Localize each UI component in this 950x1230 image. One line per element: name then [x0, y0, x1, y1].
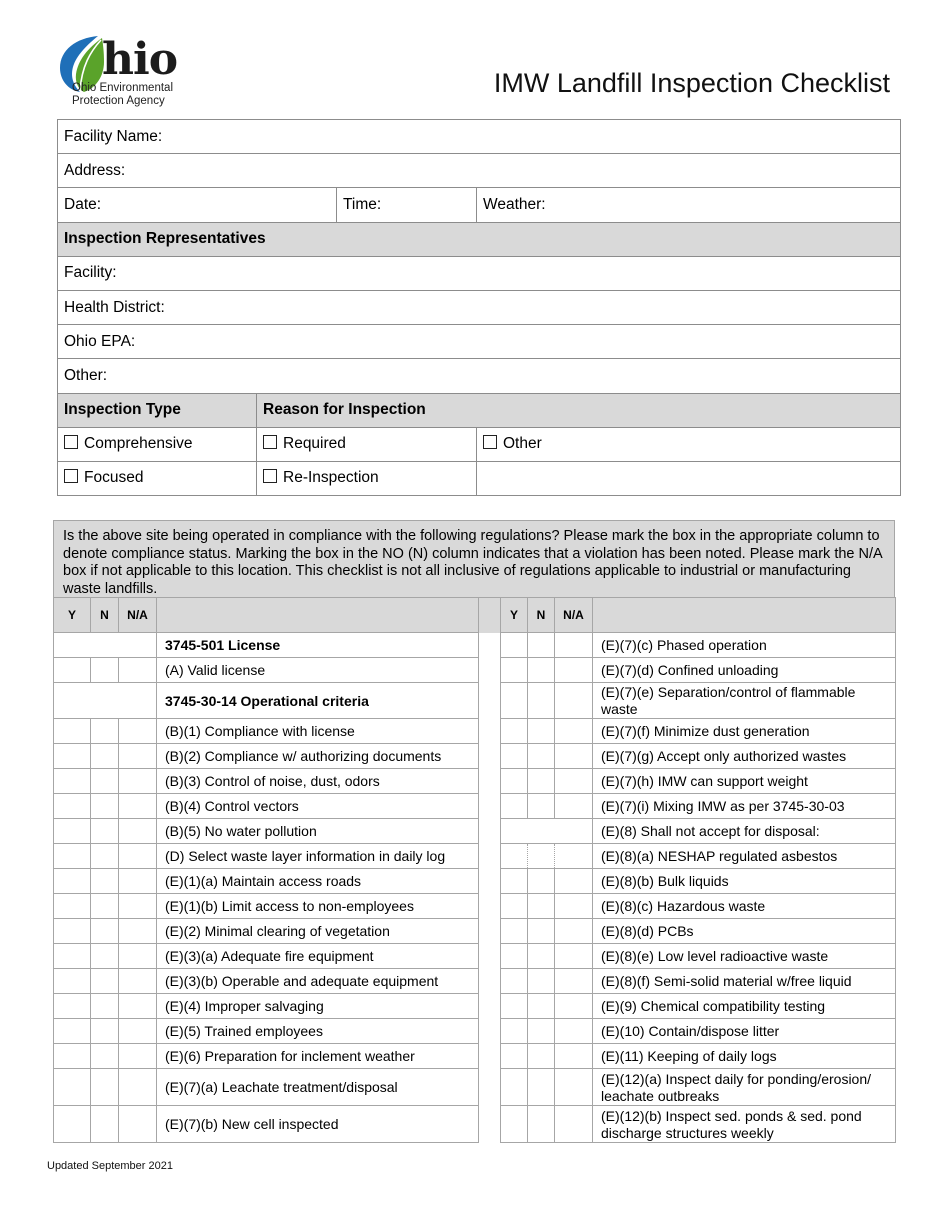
left-item-label: (E)(4) Improper salvaging: [157, 994, 479, 1019]
column-divider: [479, 794, 501, 819]
left-n-box[interactable]: [91, 1069, 119, 1106]
right-item-label: (E)(8)(d) PCBs: [593, 919, 896, 944]
left-na-box[interactable]: [119, 844, 157, 869]
checklist-row: [54, 944, 896, 969]
left-na-box[interactable]: [119, 769, 157, 794]
right-n-box[interactable]: [528, 633, 555, 658]
right-y-box[interactable]: [501, 869, 528, 894]
left-item-label: (E)(3)(a) Adequate fire equipment: [157, 944, 479, 969]
option-focused-label: Focused: [84, 469, 144, 487]
right-item-label: (E)(9) Chemical compatibility testing: [593, 994, 896, 1019]
rep-health-district-field[interactable]: Health District:: [58, 290, 901, 324]
right-item-label: (E)(7)(f) Minimize dust generation: [593, 719, 896, 744]
option-other[interactable]: [477, 427, 901, 461]
right-na-box[interactable]: [555, 869, 593, 894]
left-y-box[interactable]: [54, 969, 91, 994]
left-item-label: (B)(1) Compliance with license: [157, 719, 479, 744]
column-divider: [479, 1019, 501, 1044]
right-na-box[interactable]: [555, 969, 593, 994]
reason-heading: Reason for Inspection: [257, 393, 901, 427]
right-na-box[interactable]: [555, 744, 593, 769]
right-item-label: (E)(10) Contain/dispose litter: [593, 1019, 896, 1044]
column-divider: [479, 819, 501, 844]
right-y-box[interactable]: [501, 633, 528, 658]
checklist-row: [54, 633, 896, 658]
inspection-representatives-heading: Inspection Representatives: [58, 222, 901, 256]
column-divider: [479, 994, 501, 1019]
right-n-box[interactable]: [528, 1106, 555, 1143]
left-y-box[interactable]: [54, 1069, 91, 1106]
checklist-row: [54, 844, 896, 869]
right-n-box[interactable]: [528, 744, 555, 769]
left-n-box[interactable]: [91, 819, 119, 844]
right-item-label: (E)(8)(c) Hazardous waste: [593, 894, 896, 919]
right-na-box[interactable]: [555, 633, 593, 658]
page-title: IMW Landfill Inspection Checklist: [493, 68, 890, 98]
compliance-checklist-table: [53, 597, 896, 1143]
left-na-box[interactable]: [119, 944, 157, 969]
right-n-box[interactable]: [528, 794, 555, 819]
ohio-epa-logo: [58, 34, 188, 110]
left-y-box[interactable]: [54, 1019, 91, 1044]
left-n-box[interactable]: [91, 869, 119, 894]
left-item-label: (E)(7)(b) New cell inspected: [157, 1106, 479, 1143]
checklist-row: [54, 683, 896, 719]
column-divider: [479, 683, 501, 719]
left-y-box[interactable]: [54, 1044, 91, 1069]
right-item-label: (E)(8)(f) Semi-solid material w/free liquid: [593, 969, 896, 994]
checklist-row: [54, 744, 896, 769]
checklist-row: [54, 1019, 896, 1044]
right-n-box[interactable]: [528, 769, 555, 794]
checkbox-other[interactable]: [483, 435, 497, 449]
left-section-box: [54, 633, 157, 658]
col-header-na-right: N/A: [555, 598, 593, 633]
checklist-instructions: Is the above site being operated in compliance with the following regulations? Please mark the box in the appropriate column to denote compliance status. Marking the box in the NO (N) column indicates that a violation has been noted. Please mark the N/A box if not applicable to this location. This checklist is not all inclusive of regulations applicable to industrial or manufacturing waste landfills.: [53, 520, 895, 598]
right-n-box[interactable]: [528, 894, 555, 919]
column-divider: [479, 969, 501, 994]
right-n-box[interactable]: [528, 944, 555, 969]
left-n-box[interactable]: [91, 658, 119, 683]
logo-subtitle: [72, 82, 173, 107]
column-divider: [479, 1044, 501, 1069]
column-divider: [479, 719, 501, 744]
checklist-row: [54, 658, 896, 683]
left-na-box[interactable]: [119, 919, 157, 944]
left-item-label: (E)(7)(a) Leachate treatment/disposal: [157, 1069, 479, 1106]
left-n-box[interactable]: [91, 894, 119, 919]
checkbox-comprehensive[interactable]: [64, 435, 78, 449]
option-comprehensive-label: Comprehensive: [84, 435, 193, 453]
checklist-row: [54, 1069, 896, 1106]
left-y-box[interactable]: [54, 894, 91, 919]
left-y-box[interactable]: [54, 944, 91, 969]
right-n-box[interactable]: [528, 919, 555, 944]
left-item-label: (B)(4) Control vectors: [157, 794, 479, 819]
column-divider: [479, 744, 501, 769]
left-n-box[interactable]: [91, 969, 119, 994]
column-divider: [479, 1106, 501, 1143]
left-na-box[interactable]: [119, 794, 157, 819]
left-y-box[interactable]: [54, 658, 91, 683]
col-header-na-left: N/A: [119, 598, 157, 633]
checklist-row: [54, 994, 896, 1019]
left-y-box[interactable]: [54, 919, 91, 944]
col-header-n-right: N: [528, 598, 555, 633]
left-na-box[interactable]: [119, 819, 157, 844]
left-n-box[interactable]: [91, 769, 119, 794]
right-y-box[interactable]: [501, 719, 528, 744]
right-na-box[interactable]: [555, 683, 593, 719]
logo-line-1: Ohio Environmental: [72, 82, 173, 94]
right-na-box[interactable]: [555, 844, 593, 869]
address-field[interactable]: Address:: [58, 154, 901, 188]
right-y-box[interactable]: [501, 658, 528, 683]
left-n-box[interactable]: [91, 994, 119, 1019]
left-na-box[interactable]: [119, 744, 157, 769]
right-y-box[interactable]: [501, 919, 528, 944]
column-divider: [479, 944, 501, 969]
right-na-box[interactable]: [555, 894, 593, 919]
checklist-row: [54, 794, 896, 819]
left-n-box[interactable]: [91, 1106, 119, 1143]
left-y-box[interactable]: [54, 719, 91, 744]
left-n-box[interactable]: [91, 844, 119, 869]
right-n-box[interactable]: [528, 994, 555, 1019]
right-item-label: (E)(11) Keeping of daily logs: [593, 1044, 896, 1069]
weather-field[interactable]: Weather:: [477, 188, 901, 222]
right-na-box[interactable]: [555, 944, 593, 969]
right-y-box[interactable]: [501, 1106, 528, 1143]
rep-ohio-epa-field[interactable]: Ohio EPA:: [58, 325, 901, 359]
left-na-box[interactable]: [119, 658, 157, 683]
column-divider: [479, 1069, 501, 1106]
option-focused[interactable]: [58, 461, 257, 495]
right-n-box[interactable]: [528, 1069, 555, 1106]
right-y-box[interactable]: [501, 994, 528, 1019]
left-item-label: (E)(1)(b) Limit access to non-employees: [157, 894, 479, 919]
right-item-label: (E)(7)(g) Accept only authorized wastes: [593, 744, 896, 769]
checklist-row: [54, 869, 896, 894]
right-y-box[interactable]: [501, 944, 528, 969]
left-na-box[interactable]: [119, 969, 157, 994]
left-n-box[interactable]: [91, 944, 119, 969]
checklist-row: [54, 1106, 896, 1143]
right-na-box[interactable]: [555, 719, 593, 744]
left-y-box[interactable]: [54, 994, 91, 1019]
left-na-box[interactable]: [119, 719, 157, 744]
left-y-box[interactable]: [54, 744, 91, 769]
left-item-label: (E)(3)(b) Operable and adequate equipment: [157, 969, 479, 994]
column-divider: [479, 919, 501, 944]
right-n-box[interactable]: [528, 869, 555, 894]
left-na-box[interactable]: [119, 1106, 157, 1143]
left-y-box[interactable]: [54, 869, 91, 894]
right-y-box[interactable]: [501, 1069, 528, 1106]
checklist-row: [54, 894, 896, 919]
right-item-label: (E)(12)(b) Inspect sed. ponds & sed. pond discharge structures weekly: [593, 1106, 896, 1143]
right-na-box[interactable]: [555, 769, 593, 794]
option-other-label: Other: [503, 435, 542, 453]
right-y-box[interactable]: [501, 1019, 528, 1044]
option-reinspection[interactable]: [257, 461, 477, 495]
option-empty-cell: [477, 461, 901, 495]
left-section-heading: 3745-501 License: [157, 633, 479, 658]
col-header-item-left: [157, 598, 479, 633]
option-comprehensive[interactable]: [58, 427, 257, 461]
left-section-heading: 3745-30-14 Operational criteria: [157, 683, 479, 719]
checkbox-focused[interactable]: [64, 469, 78, 483]
checklist-row: [54, 819, 896, 844]
col-header-n-left: N: [91, 598, 119, 633]
right-n-box[interactable]: [528, 844, 555, 869]
right-item-label: (E)(8)(a) NESHAP regulated asbestos: [593, 844, 896, 869]
option-required[interactable]: [257, 427, 477, 461]
right-item-label: (E)(7)(h) IMW can support weight: [593, 769, 896, 794]
column-divider: [479, 769, 501, 794]
left-item-label: (B)(3) Control of noise, dust, odors: [157, 769, 479, 794]
left-item-label: (D) Select waste layer information in daily log: [157, 844, 479, 869]
right-n-box[interactable]: [528, 1019, 555, 1044]
left-y-box[interactable]: [54, 819, 91, 844]
right-y-box[interactable]: [501, 794, 528, 819]
left-na-box[interactable]: [119, 869, 157, 894]
right-n-box[interactable]: [528, 683, 555, 719]
column-divider: [479, 598, 501, 633]
column-divider: [479, 633, 501, 658]
right-na-box[interactable]: [555, 994, 593, 1019]
right-y-box[interactable]: [501, 1044, 528, 1069]
option-required-label: Required: [283, 435, 346, 453]
left-y-box[interactable]: [54, 769, 91, 794]
right-item-label: (E)(8)(b) Bulk liquids: [593, 869, 896, 894]
right-na-box[interactable]: [555, 1019, 593, 1044]
right-item-label: (E)(8) Shall not accept for disposal:: [593, 819, 896, 844]
right-n-box[interactable]: [528, 1044, 555, 1069]
column-divider: [479, 894, 501, 919]
left-y-box[interactable]: [54, 794, 91, 819]
checklist-row: [54, 719, 896, 744]
left-item-label: (E)(2) Minimal clearing of vegetation: [157, 919, 479, 944]
logo-line-2: Protection Agency: [72, 94, 165, 107]
right-item-label: (E)(7)(i) Mixing IMW as per 3745-30-03: [593, 794, 896, 819]
right-item-label: (E)(7)(d) Confined unloading: [593, 658, 896, 683]
col-header-y-right: Y: [501, 598, 528, 633]
right-n-box[interactable]: [528, 719, 555, 744]
right-section-box: [501, 819, 593, 844]
option-reinspection-label: Re-Inspection: [283, 469, 379, 487]
right-y-box[interactable]: [501, 844, 528, 869]
right-item-label: (E)(12)(a) Inspect daily for ponding/erosion/ leachate outbreaks: [593, 1069, 896, 1106]
right-n-box[interactable]: [528, 969, 555, 994]
left-n-box[interactable]: [91, 1019, 119, 1044]
left-item-label: (E)(6) Preparation for inclement weather: [157, 1044, 479, 1069]
left-n-box[interactable]: [91, 719, 119, 744]
left-item-label: (A) Valid license: [157, 658, 479, 683]
left-na-box[interactable]: [119, 1019, 157, 1044]
left-n-box[interactable]: [91, 794, 119, 819]
left-n-box[interactable]: [91, 1044, 119, 1069]
left-y-box[interactable]: [54, 1106, 91, 1143]
right-y-box[interactable]: [501, 683, 528, 719]
facility-name-field[interactable]: Facility Name:: [58, 120, 901, 154]
facility-info-form: [57, 119, 901, 496]
right-na-box[interactable]: [555, 1106, 593, 1143]
checklist-row: [54, 969, 896, 994]
left-y-box[interactable]: [54, 844, 91, 869]
time-field[interactable]: Time:: [337, 188, 477, 222]
right-item-label: (E)(7)(e) Separation/control of flammable waste: [593, 683, 896, 719]
left-na-box[interactable]: [119, 994, 157, 1019]
right-y-box[interactable]: [501, 969, 528, 994]
right-na-box[interactable]: [555, 919, 593, 944]
right-item-label: (E)(7)(c) Phased operation: [593, 633, 896, 658]
rep-facility-field[interactable]: Facility:: [58, 256, 901, 290]
updated-date: Updated September 2021: [47, 1160, 173, 1172]
right-na-box[interactable]: [555, 794, 593, 819]
checkbox-reinspection[interactable]: [263, 469, 277, 483]
right-na-box[interactable]: [555, 1044, 593, 1069]
right-n-box[interactable]: [528, 658, 555, 683]
inspection-type-heading: Inspection Type: [58, 393, 257, 427]
left-n-box[interactable]: [91, 744, 119, 769]
left-item-label: (B)(5) No water pollution: [157, 819, 479, 844]
checkbox-required[interactable]: [263, 435, 277, 449]
right-na-box[interactable]: [555, 658, 593, 683]
col-header-y-left: Y: [54, 598, 91, 633]
right-na-box[interactable]: [555, 1069, 593, 1106]
col-header-item-right: [593, 598, 896, 633]
column-divider: [479, 658, 501, 683]
column-divider: [479, 844, 501, 869]
date-field[interactable]: Date:: [58, 188, 337, 222]
left-na-box[interactable]: [119, 1069, 157, 1106]
right-y-box[interactable]: [501, 894, 528, 919]
left-item-label: (B)(2) Compliance w/ authorizing documents: [157, 744, 479, 769]
logo-wordmark: hio: [102, 34, 178, 85]
checklist-row: [54, 769, 896, 794]
left-na-box[interactable]: [119, 894, 157, 919]
left-item-label: (E)(5) Trained employees: [157, 1019, 479, 1044]
rep-other-field[interactable]: Other:: [58, 359, 901, 393]
left-n-box[interactable]: [91, 919, 119, 944]
column-divider: [479, 869, 501, 894]
right-item-label: (E)(8)(e) Low level radioactive waste: [593, 944, 896, 969]
right-y-box[interactable]: [501, 744, 528, 769]
checklist-row: [54, 1044, 896, 1069]
left-na-box[interactable]: [119, 1044, 157, 1069]
right-y-box[interactable]: [501, 769, 528, 794]
left-section-box: [54, 683, 157, 719]
left-item-label: (E)(1)(a) Maintain access roads: [157, 869, 479, 894]
checklist-row: [54, 919, 896, 944]
